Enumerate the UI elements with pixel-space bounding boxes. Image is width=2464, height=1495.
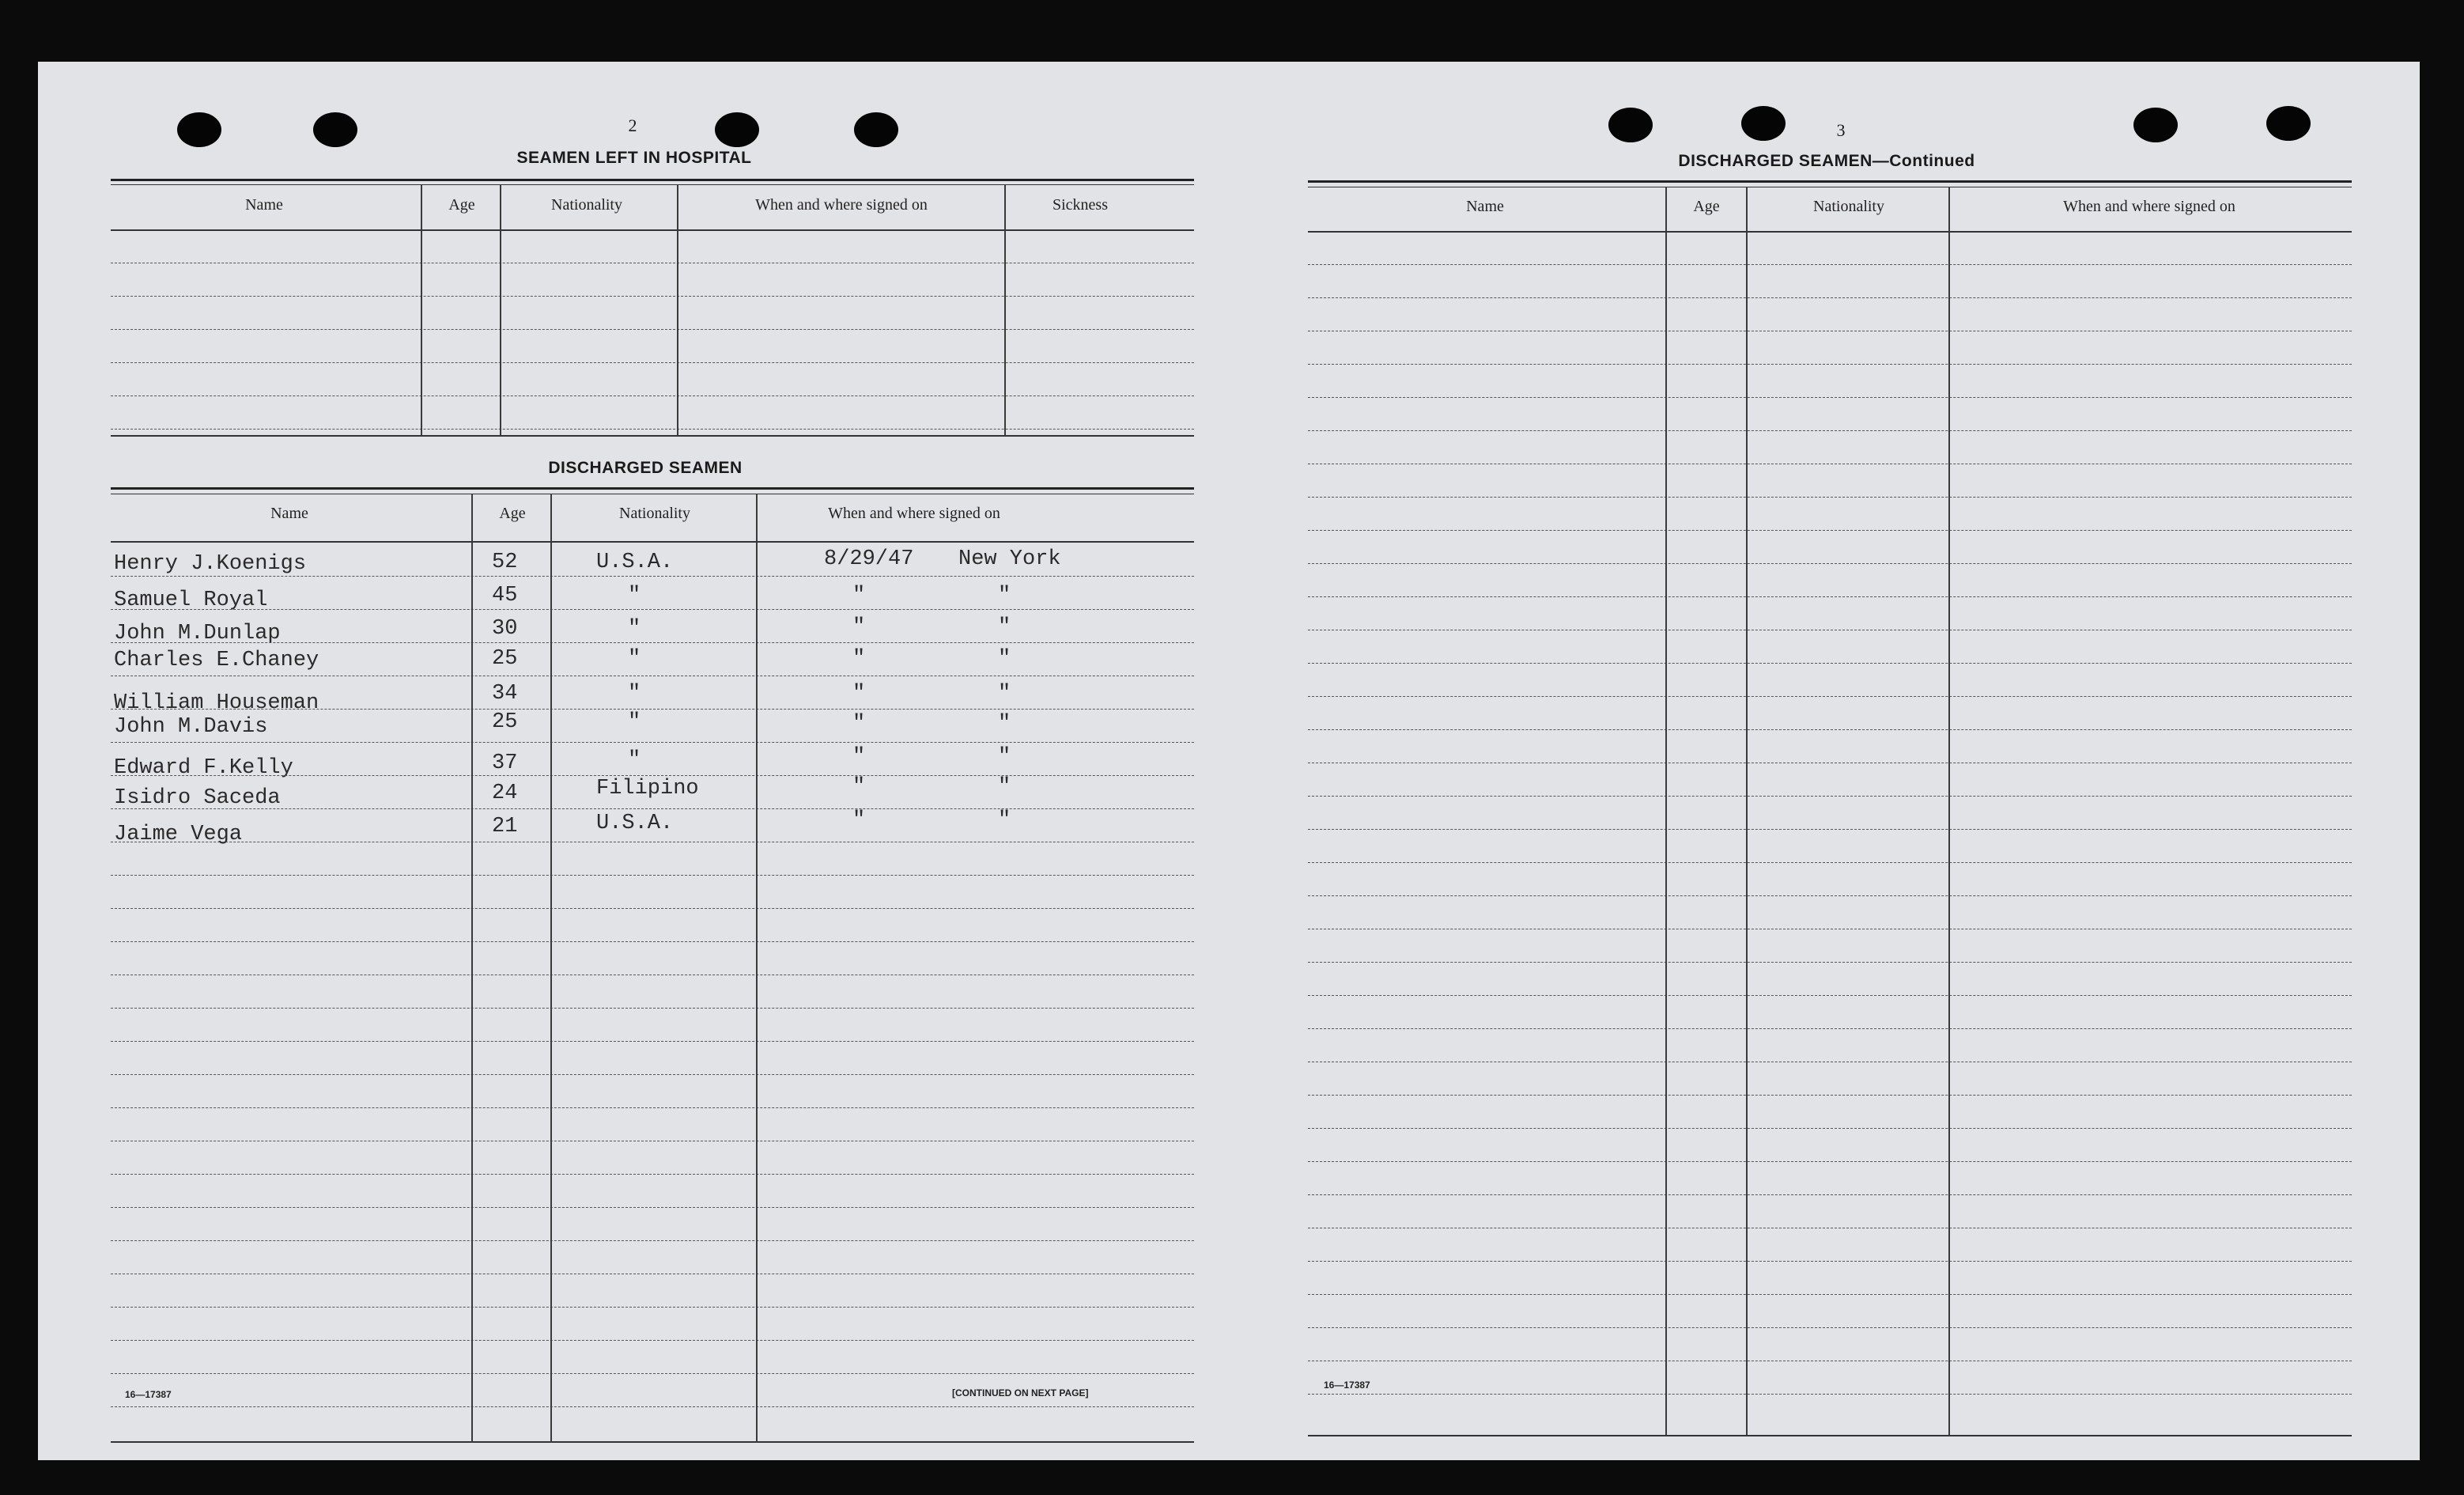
row-line [1308,297,2352,298]
row-line [111,329,1194,330]
seaman-nationality: Filipino [596,777,699,800]
row-line [111,875,1194,876]
form-sheet [38,62,2420,1460]
seaman-age: 25 [492,710,518,734]
row-line [111,609,1194,610]
rule [111,184,1194,185]
signed-on-place: " [998,584,1011,607]
row-line [1308,829,2352,830]
seaman-age: 25 [492,647,518,671]
row-line [1308,962,2352,963]
seaman-age: 21 [492,815,518,838]
column-header-nationality: Nationality [551,196,622,214]
column-header-age: Age [1693,198,1720,215]
discharged-section-title: DISCHARGED SEAMEN [548,459,743,477]
row-line [1308,995,2352,996]
punch-hole [1741,106,1786,141]
page-number: 3 [1836,120,1846,140]
row-line [111,1041,1194,1042]
signed-on-place: " [998,615,1011,639]
column-header-signed-on: When and where signed on [2063,198,2235,215]
continued-note: [CONTINUED ON NEXT PAGE] [952,1387,1089,1398]
row-line [111,775,1194,776]
signed-on-place: " [998,775,1011,799]
punch-hole [2133,108,2178,142]
column-divider [1948,187,1950,1435]
column-header-sickness: Sickness [1052,196,1108,214]
rule [111,229,1194,231]
row-line [1308,1194,2352,1195]
discharged-continued-title: DISCHARGED SEAMEN—Continued [1678,152,1975,170]
row-line [111,908,1194,909]
row-line [1308,1394,2352,1395]
row-line [111,941,1194,942]
signed-on-date: " [852,808,866,832]
column-divider [1004,184,1006,436]
seaman-name: Henry J.Koenigs [114,552,307,576]
row-line [111,1240,1194,1241]
signed-on-place: " [998,712,1011,736]
row-line [1308,1161,2352,1162]
seaman-nationality: " [628,647,641,671]
seaman-age: 52 [492,551,518,574]
signed-on-date: " [852,712,866,736]
seaman-nationality: " [628,682,641,706]
seaman-name: Charles E.Chaney [114,649,319,672]
row-line [1308,1327,2352,1328]
column-divider [550,494,552,1443]
row-line [111,1174,1194,1175]
hospital-section-title: SEAMEN LEFT IN HOSPITAL [516,149,752,167]
signed-on-place: New York [958,547,1061,571]
column-divider [500,184,501,436]
row-line [1308,1128,2352,1129]
signed-on-place: " [998,682,1011,706]
signed-on-place: " [998,808,1011,832]
punch-hole [1608,108,1653,142]
page-number: 2 [628,115,637,135]
seaman-age: 24 [492,782,518,805]
punch-hole [313,112,357,147]
row-line [111,576,1194,577]
column-divider [471,494,473,1443]
column-divider [1665,187,1667,1435]
signed-on-date: " [852,745,866,769]
column-header-nationality: Nationality [1813,198,1884,215]
row-line [111,709,1194,710]
row-line [111,296,1194,297]
signed-on-date: " [852,615,866,639]
column-header-name: Name [1466,198,1504,215]
row-line [1308,1095,2352,1096]
row-line [1308,1294,2352,1295]
punch-hole [854,112,898,147]
signed-on-date: 8/29/47 [824,547,914,571]
row-line [1308,596,2352,597]
punch-hole [2266,106,2311,141]
column-header-signed-on: When and where signed on [755,196,928,214]
seaman-nationality: " [628,748,641,772]
seaman-age: 45 [492,584,518,607]
column-divider [421,184,422,436]
seaman-name: John M.Dunlap [114,622,281,645]
seaman-age: 37 [492,751,518,775]
row-line [1308,663,2352,664]
row-line [1308,796,2352,797]
row-line [1308,862,2352,863]
signed-on-place: " [998,745,1011,769]
seaman-name: Jaime Vega [114,823,243,846]
seaman-nationality: " [628,710,641,734]
row-line [1308,397,2352,398]
row-line [111,1307,1194,1308]
form-number: 16—17387 [125,1389,172,1400]
row-line [111,1406,1194,1407]
row-line [1308,696,2352,697]
signed-on-date: " [852,584,866,607]
signed-on-place: " [998,647,1011,671]
column-header-signed-on: When and where signed on [828,505,1000,522]
column-divider [756,494,758,1443]
seaman-nationality: " [628,584,641,607]
rule [1308,180,2352,183]
rule [111,1441,1194,1443]
row-line [111,362,1194,363]
column-header-age: Age [448,196,475,214]
punch-hole [715,112,759,147]
row-line [1308,497,2352,498]
seaman-age: 30 [492,617,518,641]
column-divider [677,184,678,436]
row-line [1308,264,2352,265]
row-line [111,1107,1194,1108]
row-line [1308,563,2352,564]
row-line [1308,530,2352,531]
column-header-age: Age [499,505,526,522]
form-number: 16—17387 [1324,1380,1370,1391]
signed-on-date: " [852,775,866,799]
row-line [111,1373,1194,1374]
signed-on-date: " [852,682,866,706]
row-line [1308,364,2352,365]
row-line [111,1074,1194,1075]
row-line [111,642,1194,643]
row-line [1308,895,2352,896]
row-line [111,742,1194,743]
column-header-name: Name [245,196,283,214]
column-divider [1746,187,1748,1435]
row-line [111,1008,1194,1009]
rule [111,487,1194,490]
seaman-name: Isidro Saceda [114,786,281,810]
row-line [111,1207,1194,1208]
row-line [111,1340,1194,1341]
seaman-nationality: " [628,617,641,641]
rule [1308,1435,2352,1436]
seaman-nationality: U.S.A. [596,812,674,835]
row-line [1308,430,2352,431]
seaman-name: William Houseman [114,691,319,715]
row-line [111,808,1194,809]
row-line [1308,1028,2352,1029]
row-line [1308,729,2352,730]
rule [111,435,1194,437]
column-header-name: Name [270,505,308,522]
seaman-name: Samuel Royal [114,589,268,612]
signed-on-date: " [852,647,866,671]
seaman-age: 34 [492,682,518,706]
rule [1308,231,2352,233]
punch-hole [177,112,221,147]
row-line [1308,1261,2352,1262]
rule [111,179,1194,181]
seaman-name: John M.Davis [114,715,268,739]
seaman-name: Edward F.Kelly [114,756,293,780]
seaman-nationality: U.S.A. [596,551,674,574]
rule [111,541,1194,543]
column-header-nationality: Nationality [619,505,690,522]
row-line [111,429,1194,430]
